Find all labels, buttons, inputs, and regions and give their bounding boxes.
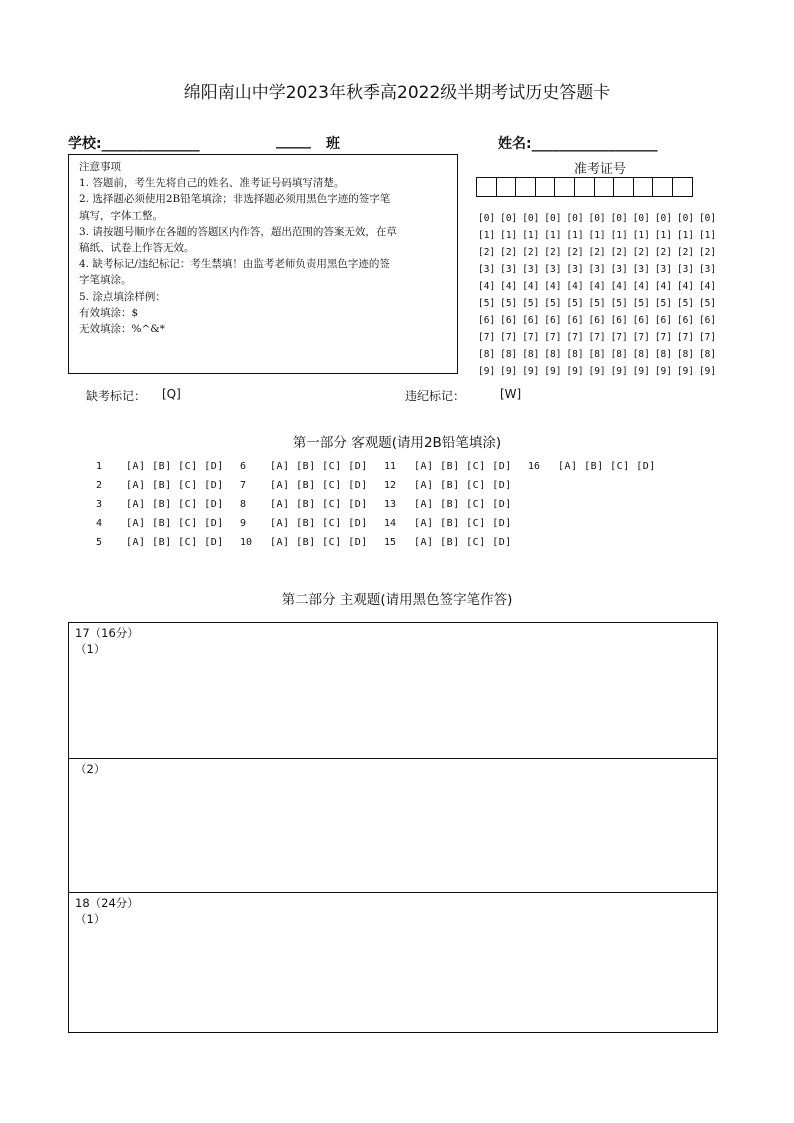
digit-row <box>478 227 721 244</box>
digit-bubble[interactable]: [8] <box>676 349 695 360</box>
digit-bubble[interactable]: [9] <box>654 366 672 377</box>
digit-bubble[interactable]: [1] <box>478 230 496 241</box>
digit-bubble[interactable]: [5] <box>588 298 606 309</box>
question-18-label: 18（24分） <box>75 896 139 910</box>
digit-row <box>478 312 721 329</box>
digit-bubble[interactable]: [4] <box>478 281 496 292</box>
digit-bubble[interactable]: [7] <box>500 332 518 343</box>
digit-bubble[interactable]: [6] <box>522 315 540 326</box>
digit-bubble[interactable]: [1] <box>544 230 562 241</box>
digit-bubble[interactable]: [4] <box>544 281 562 292</box>
digit-row <box>478 261 721 278</box>
digit-bubble[interactable]: [7] <box>544 332 562 343</box>
digit-bubble[interactable]: [5] <box>566 298 584 309</box>
digit-bubble[interactable]: [5] <box>610 298 628 309</box>
question-number: 6 <box>240 461 247 472</box>
class-field[interactable]: _____ <box>276 133 311 149</box>
digit-bubble[interactable]: [1] <box>632 230 650 241</box>
digit-bubble[interactable]: [9] <box>588 366 606 377</box>
answer-options[interactable]: [A] [B] [C] [D] <box>126 499 224 510</box>
question-number: 16 <box>528 461 541 472</box>
violation-mark-box[interactable]: [W] <box>500 387 522 401</box>
digit-bubble[interactable]: [6] <box>632 315 650 326</box>
answer-options[interactable]: [A] [B] [C] [D] <box>414 461 512 472</box>
digit-bubble[interactable]: [9] <box>610 366 628 377</box>
digit-bubble[interactable]: [7] <box>676 332 695 343</box>
absent-mark-label: 缺考标记： <box>86 389 147 403</box>
digit-bubble[interactable]: [2] <box>610 247 628 258</box>
digit-row <box>478 278 721 295</box>
digit-bubble[interactable]: [2] <box>632 247 650 258</box>
digit-bubble[interactable]: [9] <box>522 366 540 377</box>
digit-bubble[interactable]: [3] <box>676 264 695 275</box>
page-title: 绵阳南山中学2023年秋季高2022级半期考试历史答题卡 <box>183 83 611 103</box>
digit-bubble[interactable]: [0] <box>500 213 518 224</box>
answer-options[interactable]: [A] [B] [C] [D] <box>414 480 512 491</box>
exam-id-cell[interactable] <box>535 177 556 197</box>
digit-bubble[interactable]: [8] <box>588 349 606 360</box>
digit-bubble[interactable]: [5] <box>544 298 562 309</box>
digit-bubble[interactable]: [1] <box>610 230 628 241</box>
digit-bubble[interactable]: [2] <box>566 247 584 258</box>
digit-bubble[interactable]: [2] <box>544 247 562 258</box>
digit-bubble[interactable]: [4] <box>500 281 518 292</box>
digit-bubble[interactable]: [1] <box>676 230 695 241</box>
answer-options[interactable]: [A] [B] [C] [D] <box>414 518 512 529</box>
answer-options[interactable]: [A] [B] [C] [D] <box>270 518 368 529</box>
digit-bubble[interactable]: [6] <box>544 315 562 326</box>
answer-area-18-1[interactable] <box>68 892 718 1033</box>
notice-line: 无效填涂：%^&* <box>79 323 165 336</box>
digit-bubble[interactable]: [8] <box>610 349 628 360</box>
digit-bubble[interactable]: [0] <box>654 213 672 224</box>
notice-line: 有效填涂：$ <box>79 306 139 319</box>
digit-bubble[interactable]: [9] <box>676 366 695 377</box>
digit-bubble[interactable]: [1] <box>654 230 672 241</box>
digit-bubble[interactable]: [9] <box>478 366 496 377</box>
digit-bubble[interactable]: [0] <box>698 213 717 224</box>
digit-bubble[interactable]: [0] <box>522 213 540 224</box>
digit-bubble[interactable]: [6] <box>698 315 717 326</box>
digit-bubble[interactable]: [0] <box>478 213 496 224</box>
digit-bubble[interactable]: [2] <box>500 247 518 258</box>
digit-row <box>478 329 721 346</box>
digit-bubble[interactable]: [2] <box>522 247 540 258</box>
question-number: 2 <box>96 480 103 491</box>
digit-bubble[interactable]: [8] <box>500 349 518 360</box>
digit-bubble[interactable]: [3] <box>610 264 628 275</box>
digit-bubble[interactable]: [7] <box>478 332 496 343</box>
question-number: 11 <box>384 461 397 472</box>
notice-line: 5. 涂点填涂样例： <box>79 290 166 303</box>
digit-bubble[interactable]: [4] <box>566 281 584 292</box>
digit-bubble[interactable]: [8] <box>654 349 672 360</box>
answer-options[interactable]: [A] [B] [C] [D] <box>558 461 656 472</box>
digit-bubble[interactable]: [2] <box>588 247 606 258</box>
exam-id-cell[interactable] <box>633 177 654 197</box>
digit-bubble[interactable]: [8] <box>478 349 496 360</box>
digit-bubble[interactable]: [6] <box>588 315 606 326</box>
digit-bubble[interactable]: [2] <box>654 247 672 258</box>
question-number: 15 <box>384 537 397 548</box>
digit-bubble[interactable]: [7] <box>654 332 672 343</box>
answer-options[interactable]: [A] [B] [C] [D] <box>126 480 224 491</box>
digit-bubble[interactable]: [4] <box>522 281 540 292</box>
digit-bubble[interactable]: [0] <box>610 213 628 224</box>
digit-bubble[interactable]: [4] <box>676 281 695 292</box>
answer-area-17-2[interactable] <box>68 759 718 893</box>
digit-row <box>478 210 721 227</box>
notice-line: 2. 选择题必须使用2B铅笔填涂；非选择题必须用黑色字迹的签字笔 <box>79 193 391 206</box>
answer-options[interactable]: [A] [B] [C] [D] <box>270 480 368 491</box>
exam-id-cell[interactable] <box>554 177 575 197</box>
digit-bubble[interactable]: [4] <box>632 281 650 292</box>
question-number: 12 <box>384 480 397 491</box>
digit-bubble[interactable]: [5] <box>522 298 540 309</box>
answer-options[interactable]: [A] [B] [C] [D] <box>270 499 368 510</box>
digit-bubble[interactable]: [1] <box>588 230 606 241</box>
exam-id-cell[interactable] <box>574 177 595 197</box>
digit-bubble[interactable]: [6] <box>500 315 518 326</box>
digit-bubble[interactable]: [8] <box>632 349 650 360</box>
answer-area-17-1[interactable] <box>68 622 718 759</box>
digit-bubble[interactable]: [0] <box>566 213 584 224</box>
digit-bubble[interactable]: [0] <box>544 213 562 224</box>
name-field[interactable]: 姓名:__________________ <box>498 136 658 152</box>
question-number: 8 <box>240 499 247 510</box>
digit-bubble[interactable]: [6] <box>610 315 628 326</box>
notice-line: 填写，字体工整。 <box>79 209 163 222</box>
digit-bubble[interactable]: [3] <box>478 264 496 275</box>
digit-bubble[interactable]: [8] <box>544 349 562 360</box>
digit-bubble[interactable]: [2] <box>478 247 496 258</box>
digit-bubble[interactable]: [6] <box>654 315 672 326</box>
answer-options[interactable]: [A] [B] [C] [D] <box>414 537 512 548</box>
answer-options[interactable]: [A] [B] [C] [D] <box>126 461 224 472</box>
exam-id-cell[interactable] <box>476 177 497 197</box>
answer-options[interactable]: [A] [B] [C] [D] <box>126 537 224 548</box>
digit-bubble[interactable]: [6] <box>566 315 584 326</box>
exam-id-cell[interactable] <box>613 177 634 197</box>
question-number: 14 <box>384 518 397 529</box>
digit-bubble[interactable]: [3] <box>632 264 650 275</box>
digit-bubble[interactable]: [8] <box>698 349 717 360</box>
notice-line: 4. 缺考标记/违纪标记：考生禁填！由监考老师负责用黑色字迹的签 <box>79 258 390 271</box>
exam-id-cells <box>476 177 692 197</box>
question-17-label: 17（16分） <box>75 626 139 640</box>
digit-bubble[interactable]: [3] <box>588 264 606 275</box>
answer-options[interactable]: [A] [B] [C] [D] <box>126 518 224 529</box>
digit-bubble[interactable]: [4] <box>588 281 606 292</box>
exam-id-cell[interactable] <box>672 177 693 197</box>
question-17-sub1: （1） <box>75 642 106 656</box>
digit-bubble[interactable]: [3] <box>544 264 562 275</box>
digit-row <box>478 244 721 261</box>
digit-row <box>478 295 721 312</box>
digit-bubble[interactable]: [3] <box>500 264 518 275</box>
notice-heading: 注意事项 <box>79 161 121 173</box>
school-field[interactable]: 学校:______________ <box>68 136 200 152</box>
question-number: 9 <box>240 518 247 529</box>
violation-mark-label: 违纪标记： <box>405 389 466 403</box>
exam-id-cell[interactable] <box>496 177 517 197</box>
answer-options[interactable]: [A] [B] [C] [D] <box>270 537 368 548</box>
digit-bubble[interactable]: [9] <box>698 366 717 377</box>
notice-line: 字笔填涂。 <box>79 274 132 287</box>
digit-bubble[interactable]: [4] <box>654 281 672 292</box>
digit-bubble[interactable]: [2] <box>698 247 717 258</box>
digit-bubble[interactable]: [0] <box>588 213 606 224</box>
digit-bubble[interactable]: [7] <box>566 332 584 343</box>
notice-line: 3. 请按题号顺序在各题的答题区内作答，超出范围的答案无效，在草 <box>79 225 397 238</box>
digit-row <box>478 346 721 363</box>
absent-mark-box[interactable]: [Q] <box>162 387 181 401</box>
digit-bubble[interactable]: [7] <box>522 332 540 343</box>
digit-bubble[interactable]: [5] <box>500 298 518 309</box>
question-number: 10 <box>240 537 253 548</box>
digit-bubble[interactable]: [5] <box>676 298 695 309</box>
digit-bubble[interactable]: [0] <box>632 213 650 224</box>
answer-options[interactable]: [A] [B] [C] [D] <box>270 461 368 472</box>
digit-bubble[interactable]: [1] <box>522 230 540 241</box>
digit-bubble[interactable]: [5] <box>478 298 496 309</box>
digit-bubble[interactable]: [5] <box>698 298 717 309</box>
digit-bubble[interactable]: [7] <box>632 332 650 343</box>
notice-line: 稿纸、试卷上作答无效。 <box>79 242 195 255</box>
digit-bubble[interactable]: [3] <box>698 264 717 275</box>
digit-bubble[interactable]: [1] <box>500 230 518 241</box>
digit-bubble[interactable]: [2] <box>676 247 695 258</box>
digit-bubble[interactable]: [4] <box>610 281 628 292</box>
digit-bubble[interactable]: [8] <box>522 349 540 360</box>
digit-bubble[interactable]: [4] <box>698 281 717 292</box>
digit-row <box>478 363 721 380</box>
exam-id-cell[interactable] <box>652 177 673 197</box>
digit-bubble[interactable]: [7] <box>610 332 628 343</box>
digit-bubble[interactable]: [0] <box>676 213 695 224</box>
digit-bubble[interactable]: [1] <box>566 230 584 241</box>
digit-bubble[interactable]: [8] <box>566 349 584 360</box>
question-number: 4 <box>96 518 103 529</box>
digit-bubble[interactable]: [9] <box>500 366 518 377</box>
digit-bubble[interactable]: [9] <box>632 366 650 377</box>
question-number: 7 <box>240 480 247 491</box>
exam-id-label: 准考证号 <box>573 162 626 177</box>
digit-bubble[interactable]: [6] <box>676 315 695 326</box>
class-label: 班 <box>326 136 340 152</box>
digit-bubble[interactable]: [5] <box>632 298 650 309</box>
answer-options[interactable]: [A] [B] [C] [D] <box>414 499 512 510</box>
digit-bubble[interactable]: [3] <box>566 264 584 275</box>
question-number: 5 <box>96 537 103 548</box>
digit-bubble[interactable]: [9] <box>566 366 584 377</box>
digit-bubble[interactable]: [5] <box>654 298 672 309</box>
digit-bubble[interactable]: [7] <box>588 332 606 343</box>
digit-bubble[interactable]: [1] <box>698 230 717 241</box>
digit-bubble[interactable]: [7] <box>698 332 717 343</box>
question-number: 1 <box>96 461 103 472</box>
digit-bubble[interactable]: [6] <box>478 315 496 326</box>
part2-title: 第二部分 主观题(请用黑色签字笔作答) <box>281 592 513 608</box>
notice-line: 1. 答题前，考生先将自己的姓名、准考证号码填写清楚。 <box>79 177 345 190</box>
notice-box <box>68 154 458 374</box>
digit-bubble[interactable]: [3] <box>522 264 540 275</box>
digit-bubble[interactable]: [9] <box>544 366 562 377</box>
part1-title: 第一部分 客观题(请用2B铅笔填涂) <box>292 435 502 451</box>
exam-id-cell[interactable] <box>594 177 615 197</box>
question-number: 13 <box>384 499 397 510</box>
question-number: 3 <box>96 499 103 510</box>
question-17-sub2: （2） <box>75 762 106 776</box>
exam-id-digit-grid <box>478 210 721 380</box>
digit-bubble[interactable]: [3] <box>654 264 672 275</box>
exam-id-cell[interactable] <box>515 177 536 197</box>
question-18-sub1: （1） <box>75 912 106 926</box>
